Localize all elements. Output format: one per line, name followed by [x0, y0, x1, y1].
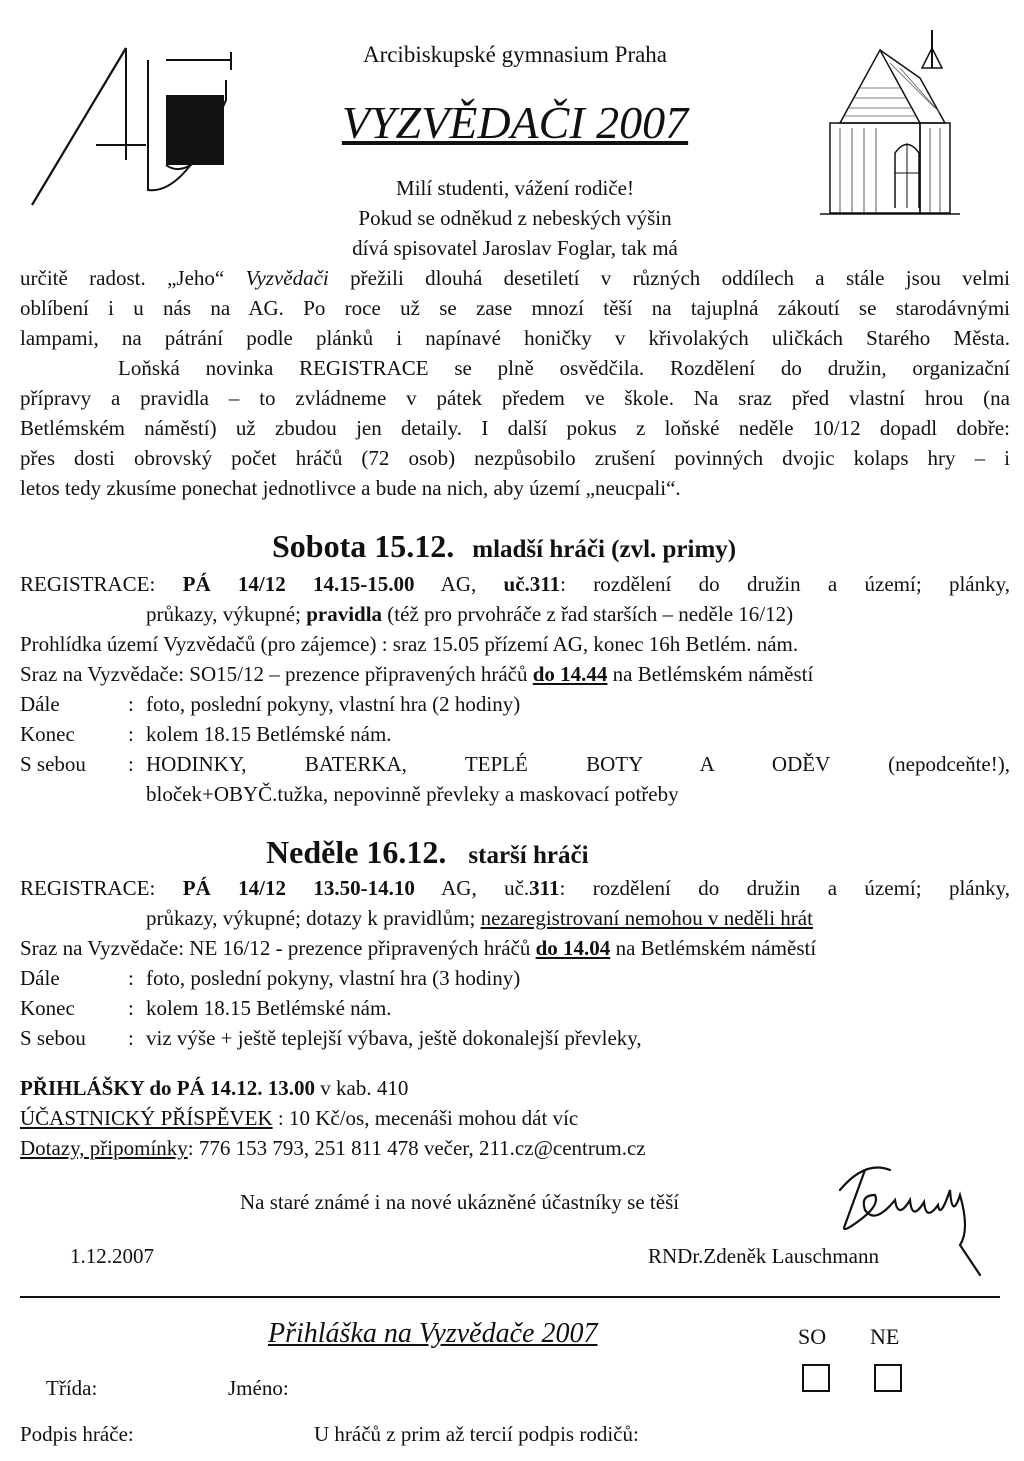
ne-label: NE [870, 1324, 900, 1349]
page-title: VYZVĚDAČI 2007 [341, 97, 689, 148]
registration-line [146, 602, 793, 627]
form-title: Přihláška na Vyzvědače 2007 [268, 1318, 598, 1349]
sebou-label: S sebou [20, 1026, 86, 1050]
ne-checkbox[interactable] [874, 1364, 902, 1392]
intro-line: přípravy a pravidla – to zvládneme v pátek předem ve škole. Na sraz před vlastní hrou (na [20, 386, 1010, 410]
konec-value: kolem 18.15 Betlémské nám. [146, 996, 392, 1020]
intro-line: Betlémském náměstí) už zbudou jen detaily. I další pokus z loňské neděle 10/12 dopadl dobře: [20, 416, 1010, 440]
text-bold: do 14.44 [532, 662, 608, 686]
colon: : [128, 966, 134, 990]
sebou-value: bloček+OBYČ.tužka, nepovinně převleky a maskovací potřeby [146, 782, 679, 806]
sebou-value: HODINKY, BATERKA, TEPLÉ BOTY A ODĚV (nepodceňte!), [146, 752, 1010, 776]
text: na Betlémském náměstí [610, 936, 817, 960]
text-bold: do 14.04 [535, 936, 611, 960]
text: přežili dlouhá desetiletí v různých oddílech a stále jsou velmi [328, 266, 1010, 290]
colon: : [128, 1026, 134, 1050]
text: Sraz na Vyzvědače: NE 16/12 - prezence připravených hráčů [20, 936, 536, 960]
registration-line [146, 906, 813, 931]
tour-line: Prohlídka území Vyzvědačů (pro zájemce) : sraz 15.05 přízemí AG, konec 16h Betlém. nám. [20, 632, 799, 656]
text: AG, [414, 572, 504, 596]
text-bold: pravidla [306, 602, 383, 626]
text: Sraz na Vyzvědače: SO15/12 – prezence připravených hráčů [20, 662, 533, 686]
text: průkazy, výkupné; [146, 602, 307, 626]
sebou-value: viz výše + ještě teplejší výbava, ještě dokonalejší převleky, [146, 1026, 642, 1050]
text-bold: PŘIHLÁŠKY do PÁ 14.12. 13.00 [20, 1076, 315, 1100]
text: v kab. 410 [315, 1076, 409, 1100]
intro-line: letos tedy zkusíme ponechat jednotlivce a bude na nich, aby území „neucpali“. [20, 476, 681, 500]
intro-greeting: Milí studenti, vážení rodiče! [396, 176, 634, 200]
class-field-label: Třída: [46, 1376, 98, 1400]
konec-label: Konec [20, 722, 75, 746]
text: : rozdělení do družin a území; plánky, [560, 572, 1010, 596]
text: : rozdělení do družin a území; plánky, [559, 876, 1011, 900]
registration-line [20, 572, 1010, 597]
konec-label: Konec [20, 996, 75, 1020]
text: REGISTRACE: [20, 572, 183, 596]
meeting-line [20, 662, 1010, 687]
colon: : [128, 996, 134, 1020]
text: určitě radost. „Jeho“ [20, 266, 246, 290]
so-label: SO [798, 1324, 827, 1349]
text-bold: PÁ 14/12 14.15-15.00 [182, 572, 415, 596]
dale-value: foto, poslední pokyny, vlastní hra (2 hodiny) [146, 692, 521, 716]
heading-day: Neděle 16.12. [266, 834, 447, 870]
heading-day: Sobota 15.12. [272, 528, 455, 564]
ag-logo-icon [26, 40, 246, 210]
text-italic: Vyzvědači [245, 266, 329, 290]
text-underlined: nezaregistrovaní nemohou v neděli hrát [480, 906, 813, 930]
text: : 776 153 793, 251 811 478 večer, 211.cz@centrum.cz [187, 1136, 646, 1160]
intro-line [20, 266, 1010, 291]
intro-line: lampami, na pátrání podle plánků i napínavé honičky v křivolakých uličkách Starého Města. [20, 326, 1010, 350]
registration-line [20, 876, 1010, 901]
konec-value: kolem 18.15 Betlémské nám. [146, 722, 392, 746]
text: na Betlémském náměstí [607, 662, 814, 686]
contact-line [20, 1136, 646, 1161]
fee-line [20, 1106, 578, 1131]
name-field-label: Jméno: [228, 1376, 289, 1400]
heading-group: starší hráči [468, 842, 589, 869]
dale-value: foto, poslední pokyny, vlastní hra (3 hodiny) [146, 966, 521, 990]
school-name: Arcibiskupské gymnasium Praha [362, 42, 668, 67]
church-illustration-icon [820, 28, 960, 218]
text: průkazy, výkupné; dotazy k pravidlům; [146, 906, 481, 930]
player-signature-label: Podpis hráče: [20, 1422, 134, 1446]
document-date: 1.12.2007 [70, 1244, 154, 1268]
sebou-label: S sebou [20, 752, 86, 776]
text: REGISTRACE: [20, 876, 183, 900]
text: : 10 Kč/os, mecenáši mohou dát víc [272, 1106, 579, 1130]
colon: : [128, 722, 134, 746]
intro-line: Loňská novinka REGISTRACE se plně osvědčila. Rozdělení do družin, organizační [118, 356, 1010, 380]
intro-line: přes dosti obrovský počet hráčů (72 osob) nezpůsobilo zrušení povinných dvojic kolaps hry – i [20, 446, 1010, 470]
saturday-heading [272, 528, 736, 565]
text-bold: uč.311 [503, 572, 561, 596]
intro-line: dívá spisovatel Jaroslav Foglar, tak má [352, 236, 678, 260]
text-underlined: Dotazy, připomínky [20, 1136, 188, 1160]
parent-signature-label: U hráčů z prim až tercií podpis rodičů: [314, 1422, 639, 1446]
text: AG, uč. [414, 876, 530, 900]
intro-line: oblíbení i u nás na AG. Po roce už se zase mnozí těší na tajuplná zákoutí se starodávnými [20, 296, 1010, 320]
author-name: RNDr.Zdeněk Lauschmann [648, 1244, 879, 1268]
closing-greeting: Na staré známé i na nové ukázněné účastníky se těší [240, 1190, 680, 1214]
text-bold: 311 [529, 876, 560, 900]
dale-label: Dále [20, 692, 60, 716]
dale-label: Dále [20, 966, 60, 990]
intro-line: Pokud se odněkud z nebeských výšin [358, 206, 672, 230]
heading-group: mladší hráči (zvl. primy) [472, 536, 737, 563]
text: (též pro prvohráče z řad starších – neděle 16/12) [382, 602, 794, 626]
meeting-line [20, 936, 1010, 961]
text-underlined: ÚČASTNICKÝ PŘÍSPĚVEK [20, 1106, 273, 1130]
sunday-heading [266, 834, 589, 871]
so-checkbox[interactable] [802, 1364, 830, 1392]
colon: : [128, 752, 134, 776]
colon: : [128, 692, 134, 716]
text-bold: PÁ 14/12 13.50-14.10 [182, 876, 415, 900]
applications-line [20, 1076, 408, 1101]
divider [20, 1296, 1000, 1298]
